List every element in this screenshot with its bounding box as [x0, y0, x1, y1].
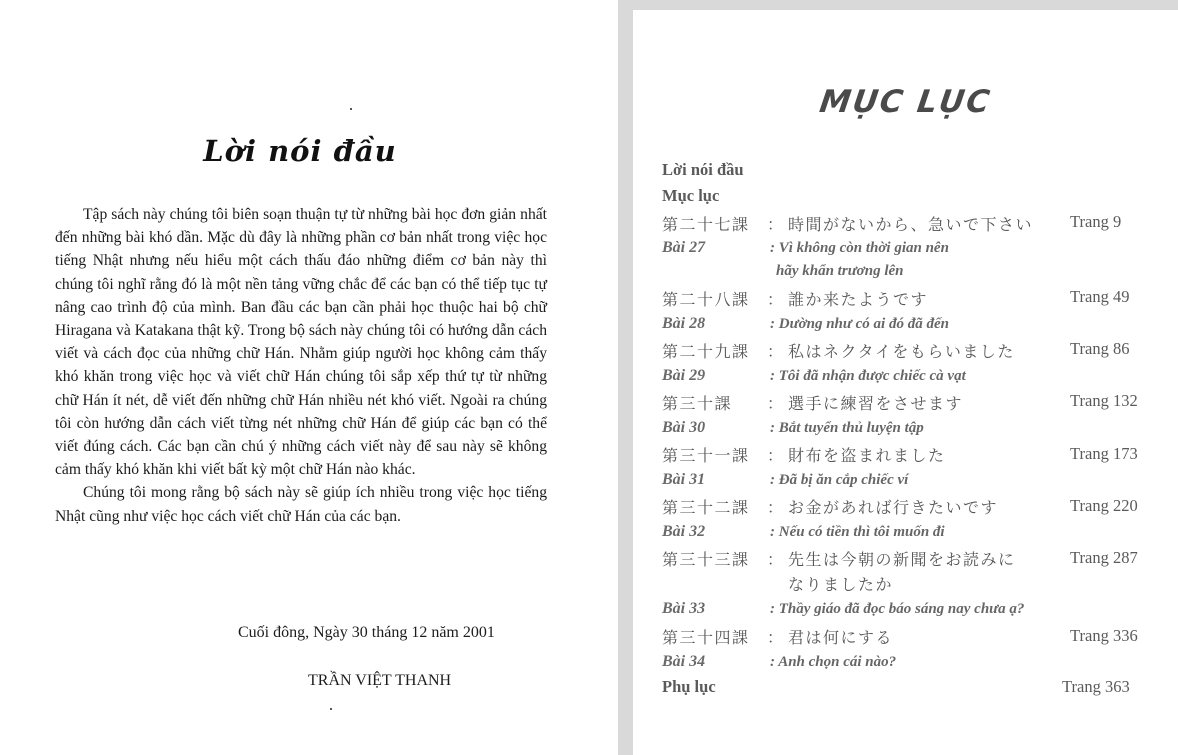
lesson-28-jp-title: 誰か来たようです	[788, 290, 929, 309]
lesson-28-jp-number: 第二十八課	[662, 290, 750, 309]
lesson-27-vi-title-line1: : Vì không còn thời gian nên	[770, 240, 949, 256]
lesson-28-page: Trang 49	[1070, 287, 1130, 306]
toc-entry-contents: Mục lục	[662, 186, 720, 205]
lesson-31-separator: ：	[767, 446, 785, 465]
lesson-28-vi-title: : Dường như có ai đó đã đến	[770, 316, 949, 332]
toc-entry-preface: Lời nói đầu	[662, 160, 744, 179]
lesson-32-vi-title: : Nếu có tiền thì tôi muốn đi	[770, 524, 945, 540]
lesson-28-separator: ：	[767, 290, 785, 309]
preface-body	[55, 203, 547, 528]
lesson-29-page: Trang 86	[1070, 339, 1130, 358]
lesson-34-page: Trang 336	[1070, 626, 1138, 645]
preface-title: Lời nói đầu	[203, 134, 397, 168]
lesson-33-jp-title-line2: なりましたか	[788, 575, 894, 594]
lesson-32-jp-number: 第三十二課	[662, 498, 750, 517]
lesson-27-page: Trang 9	[1070, 212, 1122, 231]
lesson-31-vi-title: : Đã bị ăn cắp chiếc ví	[770, 472, 909, 488]
preface-paragraph-2: Chúng tôi mong rằng bộ sách này sẽ giúp ích nhiều trong việc học tiếng Nhật cũng như việc học cách viết chữ Hán của các bạn.	[55, 484, 547, 525]
lesson-27-separator: ：	[767, 215, 785, 234]
lesson-33-jp-title-line1: 先生は今朝の新聞をお読みに	[788, 550, 1016, 569]
lesson-34-vi-title: : Anh chọn cái nào?	[770, 654, 897, 670]
lesson-34-jp-title: 君は何にする	[788, 628, 894, 647]
preface-paragraph-1: Tập sách này chúng tôi biên soạn thuận tự từ những bài học đơn giản nhất đến những bài khó dần. Mặc dù đây là những phần cơ bản nhất trong việc học tiếng Nhật nhưng nếu hiểu một cách thấu đáo những điểm cơ bản này thì chúng tôi nghĩ rằng đó là một nền tảng vững chắc để các bạn có thể tiếp tục tự nâng cao trình độ của mình. Ban đầu các bạn cần phải học thuộc hai bộ chữ Hiragana và Katakana thật kỹ. Trong bộ sách này chúng tôi có hướng dẫn cách viết và cách đọc của những chữ Hán. Nhằm giúp người học không cảm thấy khó khăn trong việc học và viết chữ Hán chúng tôi sắp xếp thứ tự từ những chữ Hán ít nét, dễ viết đến những chữ Hán nhiều nét khó viết. Ngoài ra chúng tôi còn hướng dẫn cách viết từng nét những chữ Hán để giúp các bạn có thể viết đúng cách. Các bạn cần chú ý những cách viết này để sau này sẽ không cảm thấy khó khăn khi viết bất kỳ một chữ Hán nào khác.	[55, 206, 547, 479]
lesson-33-page: Trang 287	[1070, 548, 1138, 567]
lesson-32-separator: ：	[767, 498, 785, 517]
lesson-28-bai: Bài 28	[662, 315, 706, 332]
lesson-31-bai: Bài 31	[662, 471, 706, 488]
lesson-30-jp-number: 第三十課	[662, 394, 733, 413]
lesson-31-jp-title: 財布を盗まれました	[788, 446, 946, 465]
lesson-34-bai: Bài 34	[662, 653, 706, 670]
lesson-33-jp-number: 第三十三課	[662, 550, 750, 569]
lesson-27-jp-number: 第二十七課	[662, 215, 750, 234]
appendix-page: Trang 363	[1062, 677, 1130, 696]
lesson-30-bai: Bài 30	[662, 419, 706, 436]
toc-entry-appendix: Phụ lục	[662, 677, 716, 696]
lesson-33-separator: ：	[767, 550, 785, 569]
lesson-34-separator: ：	[767, 628, 785, 647]
lesson-27-bai: Bài 27	[662, 239, 706, 256]
lesson-33-vi-title: : Thầy giáo đã đọc báo sáng nay chưa ạ?	[770, 601, 1025, 617]
speck	[350, 108, 352, 110]
lesson-30-separator: ：	[767, 394, 785, 413]
lesson-31-page: Trang 173	[1070, 444, 1138, 463]
lesson-32-page: Trang 220	[1070, 496, 1138, 515]
lesson-30-jp-title: 選手に練習をさせます	[788, 394, 964, 413]
lesson-29-bai: Bài 29	[662, 367, 706, 384]
toc-title: MỤC LỤC	[817, 84, 994, 120]
lesson-27-vi-title-line2: hãy khẩn trương lên	[776, 263, 904, 279]
lesson-32-bai: Bài 32	[662, 523, 706, 540]
lesson-29-separator: ：	[767, 342, 785, 361]
lesson-29-vi-title: : Tôi đã nhận được chiếc cà vạt	[770, 368, 966, 384]
speck	[330, 708, 332, 710]
preface-date: Cuối đông, Ngày 30 tháng 12 năm 2001	[238, 624, 495, 641]
lesson-32-jp-title: お金があれば行きたいです	[788, 498, 999, 517]
lesson-33-bai: Bài 33	[662, 600, 706, 617]
preface-author: TRẦN VIỆT THANH	[308, 672, 452, 689]
lesson-29-jp-title: 私はネクタイをもらいました	[788, 342, 1015, 361]
lesson-34-jp-number: 第三十四課	[662, 628, 750, 647]
lesson-29-jp-number: 第二十九課	[662, 342, 750, 361]
lesson-31-jp-number: 第三十一課	[662, 446, 750, 465]
lesson-30-vi-title: : Bắt tuyển thủ luyện tập	[770, 420, 924, 436]
lesson-30-page: Trang 132	[1070, 391, 1138, 410]
lesson-27-jp-title: 時間がないから、急いで下さい	[788, 215, 1034, 234]
